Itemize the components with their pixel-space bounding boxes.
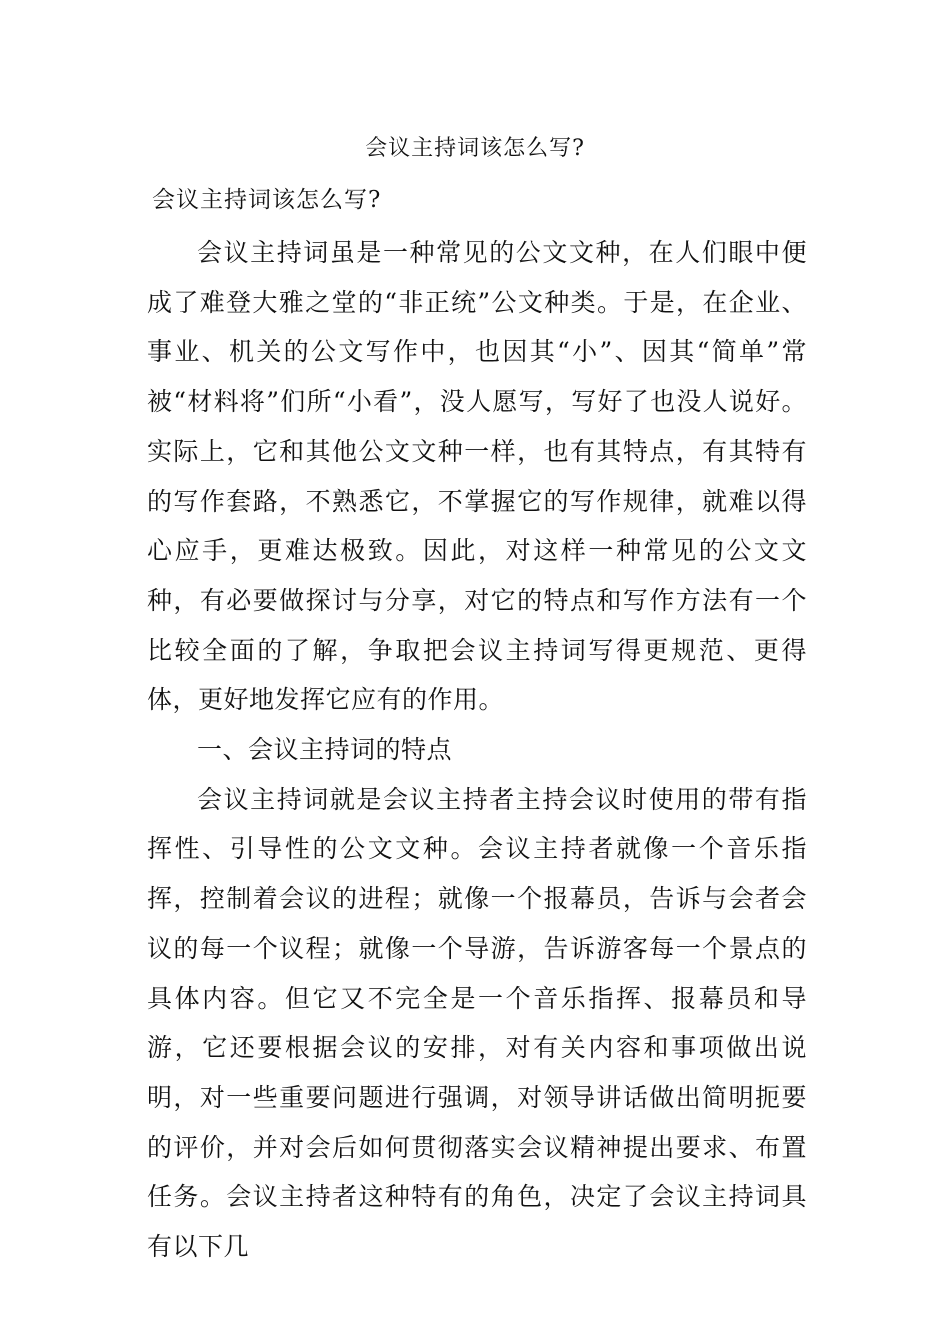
paragraph-definition: 会议主持词就是会议主持者主持会议时使用的带有指挥性、引导性的公文文种。会议主持者就像一个音乐指挥，控制着会议的进程；就像一个报幕员，告诉与会者会议的每一个议程；就像一个导游，告诉游客每一个景点的具体内容。但它又不完全是一个音乐指挥、报幕员和导游，它还要根据会议的安排，对有关内容和事项做出说明，对一些重要问题进行强调，对领导讲话做出简明扼要的评价，并对会后如何贯彻落实会议精神提出要求、布置任务。会议主持者这种特有的角色，决定了会议主持词具有以下几 [147, 784, 807, 1262]
paragraph-intro: 会议主持词虽是一种常见的公文文种，在人们眼中便成了难登大雅之堂的“非正统”公文种类。于是，在企业、事业、机关的公文写作中，也因其“小”、因其“简单”常被“材料将”们所“小看”，没人愿写，写好了也没人说好。实际上，它和其他公文文种一样，也有其特点，有其特有的写作套路，不熟悉它，不掌握它的写作规律，就难以得心应手，更难达极致。因此，对这样一种常见的公文文种，有必要做探讨与分享，对它的特点和写作方法有一个比较全面的了解，争取把会议主持词写得更规范、更得体，更好地发挥它应有的作用。 [147, 238, 808, 715]
document-body [147, 228, 807, 1272]
document-subtitle: 会议主持词该怎么写? [152, 187, 382, 213]
section-heading: 一、会议主持词的特点 [197, 735, 453, 765]
document-title: 会议主持词该怎么写? [365, 136, 585, 161]
